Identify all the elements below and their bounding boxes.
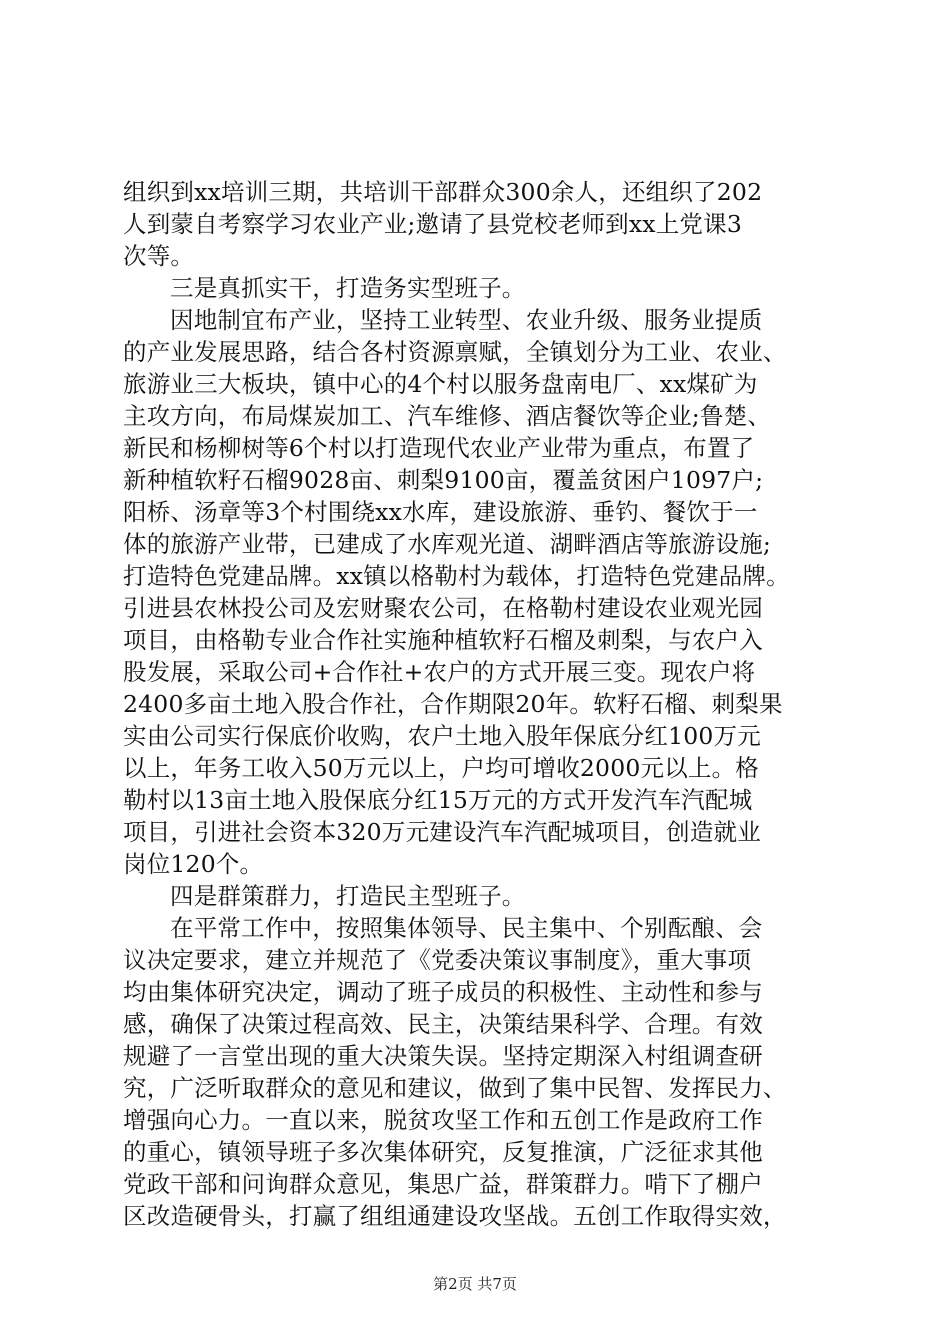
text-line: 新民和杨柳树等6个村以打造现代农业产业带为重点，布置了 [123, 434, 755, 462]
text-line: 组织到xx培训三期，共培训干部群众300余人，还组织了202 [123, 178, 763, 206]
text-line: 体的旅游产业带，已建成了水库观光道、湖畔酒店等旅游设施; [123, 530, 772, 558]
text-line: 主攻方向，布局煤炭加工、汽车维修、酒店餐饮等企业;鲁楚、 [123, 402, 772, 430]
text-line: 旅游业三大板块，镇中心的4个村以服务盘南电厂、xx煤矿为 [123, 370, 758, 398]
text-line: 感，确保了决策过程高效、民主，决策结果科学、合理。有效 [123, 1010, 763, 1038]
text-line: 人到蒙自考察学习农业产业;邀请了县党校老师到xx上党课3 [123, 210, 742, 238]
text-line: 因地制宜布产业，坚持工业转型、农业升级、服务业提质 [170, 306, 763, 334]
text-line: 究，广泛听取群众的意见和建议，做到了集中民智、发挥民力、 [123, 1074, 787, 1102]
text-line: 均由集体研究决定，调动了班子成员的积极性、主动性和参与 [123, 978, 763, 1006]
document-body [123, 176, 833, 1232]
text-line: 勒村以13亩土地入股保底分红15万元的方式开发汽车汽配城 [123, 786, 753, 814]
text-line: 岗位120个。 [123, 850, 264, 878]
text-line: 增强向心力。一直以来，脱贫攻坚工作和五创工作是政府工作 [123, 1106, 763, 1134]
text-line: 三是真抓实干，打造务实型班子。 [170, 274, 526, 302]
page-footer: 第2页 共7页 [433, 1275, 517, 1293]
text-line: 股发展，采取公司+合作社+农户的方式开展三变。现农户将 [123, 658, 756, 686]
text-line: 次等。 [123, 242, 195, 270]
text-line: 引进县农林投公司及宏财聚农公司，在格勒村建设农业观光园 [123, 594, 763, 622]
text-line: 规避了一言堂出现的重大决策失误。坚持定期深入村组调查研 [123, 1042, 763, 1070]
text-line: 阳桥、汤章等3个村围绕xx水库，建设旅游、垂钓、餐饮于一 [123, 498, 758, 526]
text-line: 的产业发展思路，结合各村资源禀赋，全镇划分为工业、农业、 [123, 338, 787, 366]
text-line: 以上，年务工收入50万元以上，户均可增收2000元以上。格 [123, 754, 760, 782]
text-line: 项目，引进社会资本320万元建设汽车汽配城项目，创造就业 [123, 818, 761, 846]
text-line: 区改造硬骨头，打赢了组组通建设攻坚战。五创工作取得实效， [123, 1202, 787, 1230]
text-line: 四是群策群力，打造民主型班子。 [170, 882, 526, 910]
text-line: 党政干部和问询群众意见，集思广益，群策群力。啃下了棚户 [123, 1170, 763, 1198]
text-line: 实由公司实行保底价收购，农户土地入股年保底分红100万元 [123, 722, 761, 750]
text-line: 在平常工作中，按照集体领导、民主集中、个别酝酿、会 [170, 914, 763, 942]
text-line: 议决定要求，建立并规范了《党委决策议事制度》，重大事项 [123, 946, 752, 974]
text-line: 2400多亩土地入股合作社，合作期限20年。软籽石榴、刺梨果 [123, 690, 783, 718]
text-line: 打造特色党建品牌。xx镇以格勒村为载体，打造特色党建品牌。 [123, 562, 790, 590]
text-line: 的重心，镇领导班子多次集体研究，反复推演，广泛征求其他 [123, 1138, 763, 1166]
text-line: 新种植软籽石榴9028亩、刺梨9100亩，覆盖贫困户1097户; [123, 466, 764, 494]
text-line: 项目，由格勒专业合作社实施种植软籽石榴及刺梨，与农户入 [123, 626, 763, 654]
